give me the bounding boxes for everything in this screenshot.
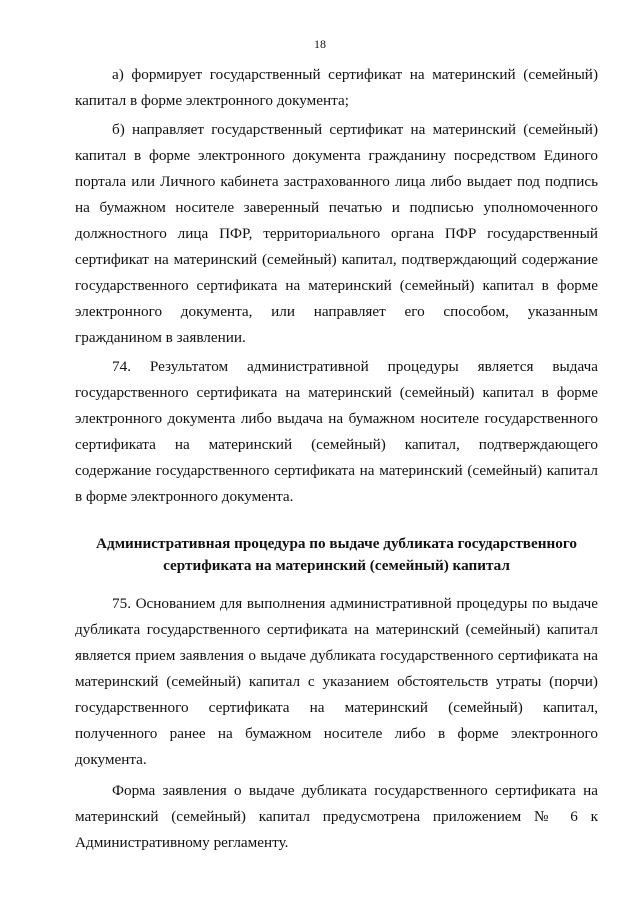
- paragraph-a: а) формирует государственный сертификат на материнский (семейный) капитал в форме электронного документа;: [75, 66, 598, 109]
- paragraph-75: 75. Основанием для выполнения административной процедуры по выдаче дубликата государственного сертификата на материнский (семейный) капитал является прием заявления о выдаче дубликата государственного сертификата на материнский (семейный) капитал с указанием обстоятельств утраты (порчи) государственного сертификата на материнский (семейный) капитал, полученного ранее на бумажном носителе либо в форме электронного документа.: [75, 595, 598, 768]
- page-number: 18: [314, 37, 326, 51]
- document-body: [75, 62, 598, 856]
- paragraph-b: б) направляет государственный сертификат на материнский (семейный) капитал в форме электронного документа гражданину посредством Единого портала или Личного кабинета застрахованного лица либо выдает под подпись на бумажном носителе заверенный печатью и подписью уполномоченного должностного лица ПФР, территориального органа ПФР государственный сертификат на материнский (семейный) капитал, подтверждающий содержание государственного сертификата на материнский (семейный) капитал в форме электронного документа, или направляет его способом, указанным гражданином в заявлении.: [75, 121, 598, 346]
- paragraph-form: Форма заявления о выдаче дубликата государственного сертификата на материнский (семейный) капитал предусмотрена приложением № 6 к Административному регламенту.: [75, 782, 598, 851]
- section-heading: [75, 533, 598, 577]
- section-heading-line-2: сертификата на материнский (семейный) капитал: [163, 557, 510, 574]
- section-heading-line-1: Административная процедура по выдаче дубликата государственного: [96, 535, 577, 552]
- paragraph-74: 74. Результатом административной процедуры является выдача государственного сертификата на материнский (семейный) капитал в форме электронного документа либо выдача на бумажном носителе государственного сертификата на материнский (семейный) капитал, подтверждающего содержание государственного сертификата на материнский (семейный) капитал в форме электронного документа.: [75, 358, 598, 505]
